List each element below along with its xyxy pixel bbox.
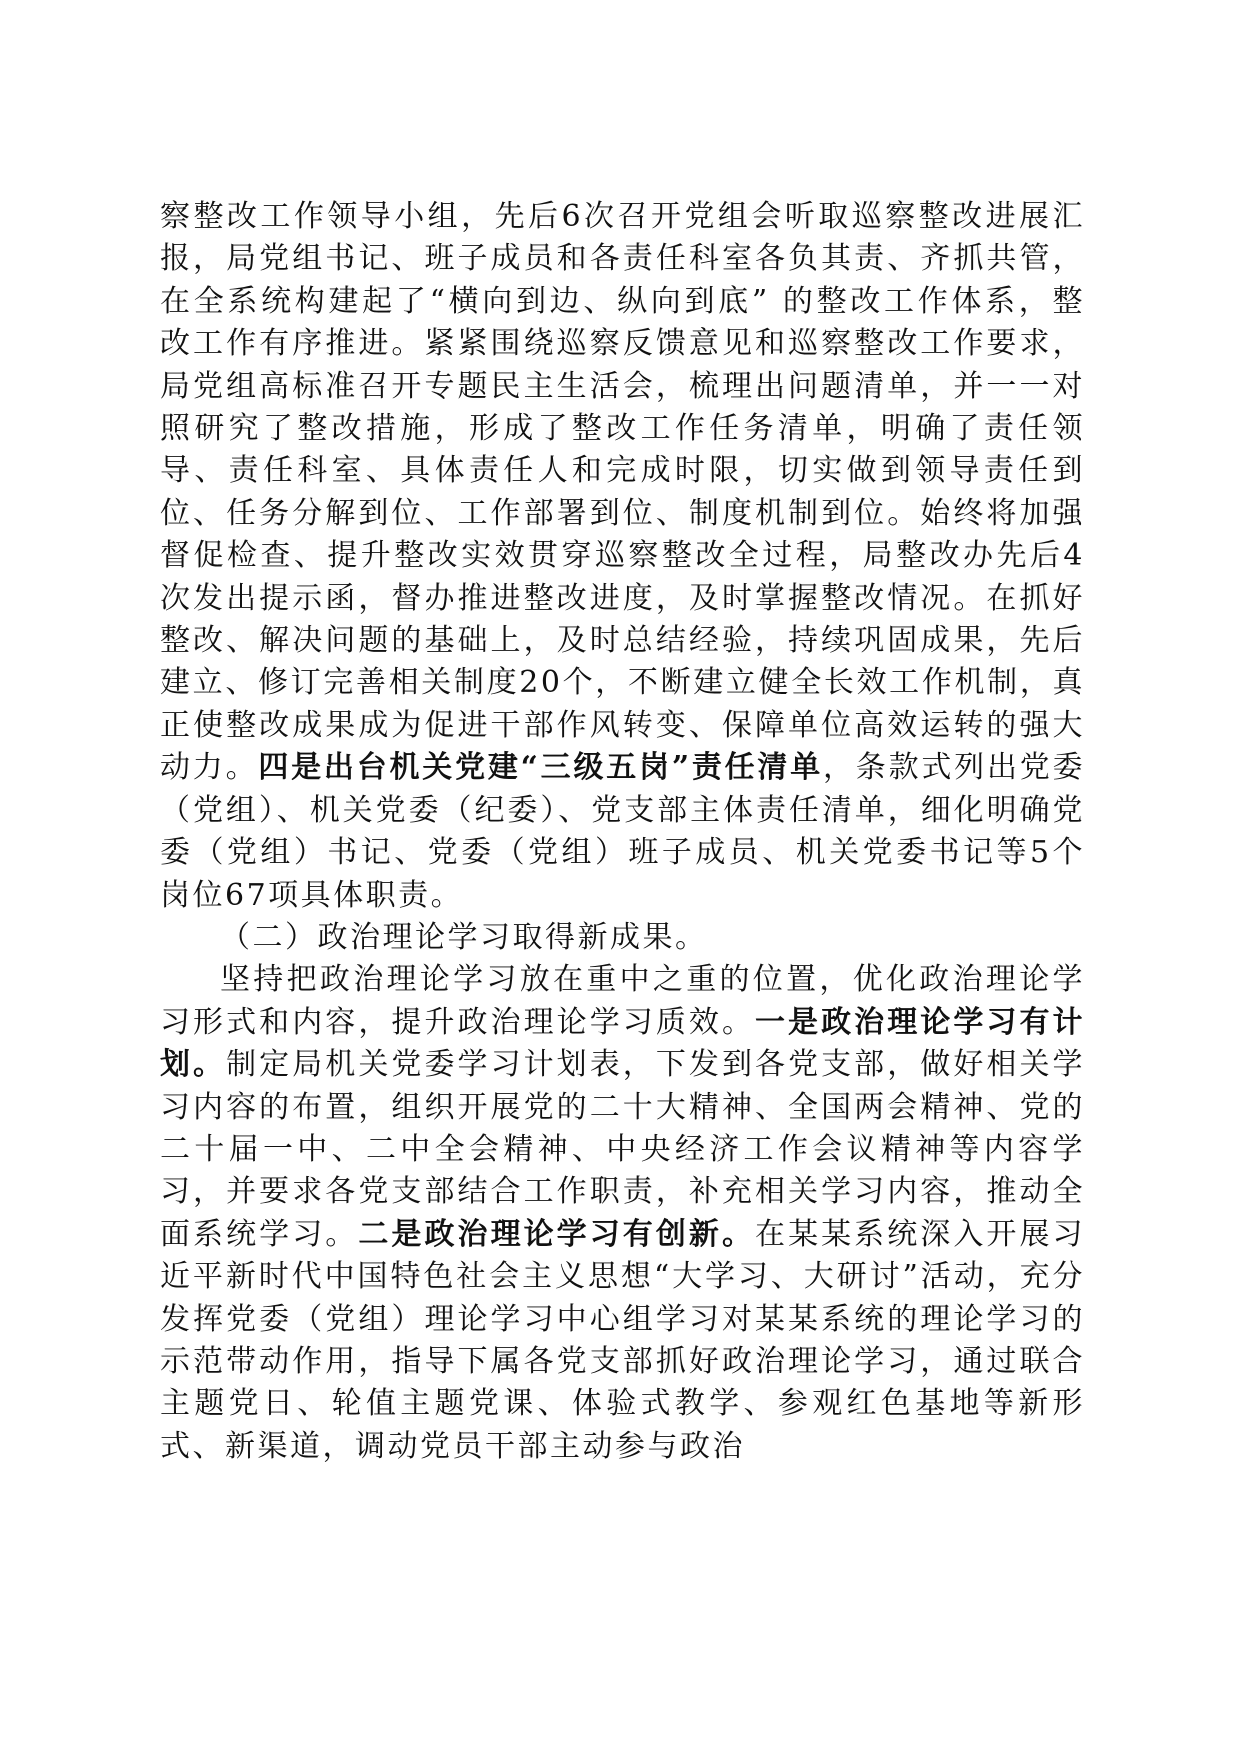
paragraph-text: ，条款式列出党委（党组）、机关党委（纪委）、党支部主体责任清单，细化明确党委（党组）书记、党委（党组）班子成员、机关党委书记等5个岗位67项具体职责。 bbox=[160, 750, 1086, 913]
paragraph-text: 在某某系统深入开展习近平新时代中国特色社会主义思想“大学习、大研讨”活动，充分发挥党委（党组）理论学习中心组学习对某某系统的理论学习的示范带动作用，指导下属各党支部抓好政治理论学习，通过联合主题党日、轮值主题党课、体验式教学、参观红色基地等新形式、新渠道，调动党员干部主动参与政治 bbox=[160, 1216, 1086, 1464]
document-body bbox=[160, 196, 1085, 1468]
paragraph-text: 制定局机关党委学习计划表，下发到各党支部，做好相关学习内容的布置，组织开展党的二十大精神、全国两会精神、党的二十届一中、二中全会精神、中央经济工作会议精神等内容学习，并要求各党支部结合工作职责，补充相关学习内容，推动全面系统学习。 bbox=[160, 1047, 1086, 1252]
section-heading bbox=[160, 917, 1085, 959]
bold-highlight-study-innovation: 二是政治理论学习有创新。 bbox=[358, 1216, 756, 1252]
paragraph-theory-study bbox=[160, 959, 1085, 1468]
paragraph-text: 坚持把政治理论学习放在重中之重的位置，优化政治理论学习形式和内容，提升政治理论学习质效。 bbox=[160, 962, 1085, 1040]
paragraph-text: 察整改工作领导小组，先后6次召开党组会听取巡察整改进展汇报，局党组书记、班子成员和各责任科室各负其责、齐抓共管，在全系统构建起了“横向到边、纵向到底” 的整改工作体系，整改工作有序推进。紧紧围绕巡察反馈意见和巡察整改工作要求，局党组高标准召开专题民主生活会，梳理出问题清单，并一一对照研究了整改措施，形成了整改工作任务清单，明确了责任领导、责任科室、具体责任人和完成时限，切实做到领导责任到位、任务分解到位、工作部署到位、制度机制到位。始终将加强督促检查、提升整改实效贯穿巡察整改全过程，局整改办先后4次发出提示函，督办推进整改进度，及时掌握整改情况。在抓好整改、解决问题的基础上，及时总结经验，持续巩固成果，先后建立、修订完善相关制度20个，不断建立健全长效工作机制，真正使整改成果成为促进干部作风转变、保障单位高效运转的强大动力。 bbox=[160, 199, 1085, 786]
section-heading-text: （二）政治理论学习取得新成果。 bbox=[220, 919, 708, 955]
paragraph-rectification-summary bbox=[160, 196, 1085, 917]
bold-highlight-study-plan: 一是政治理论学习有计划。 bbox=[160, 1004, 1085, 1083]
bold-highlight-responsibility-list: 四是出台机关党建“三级五岗”责任清单 bbox=[258, 750, 824, 786]
